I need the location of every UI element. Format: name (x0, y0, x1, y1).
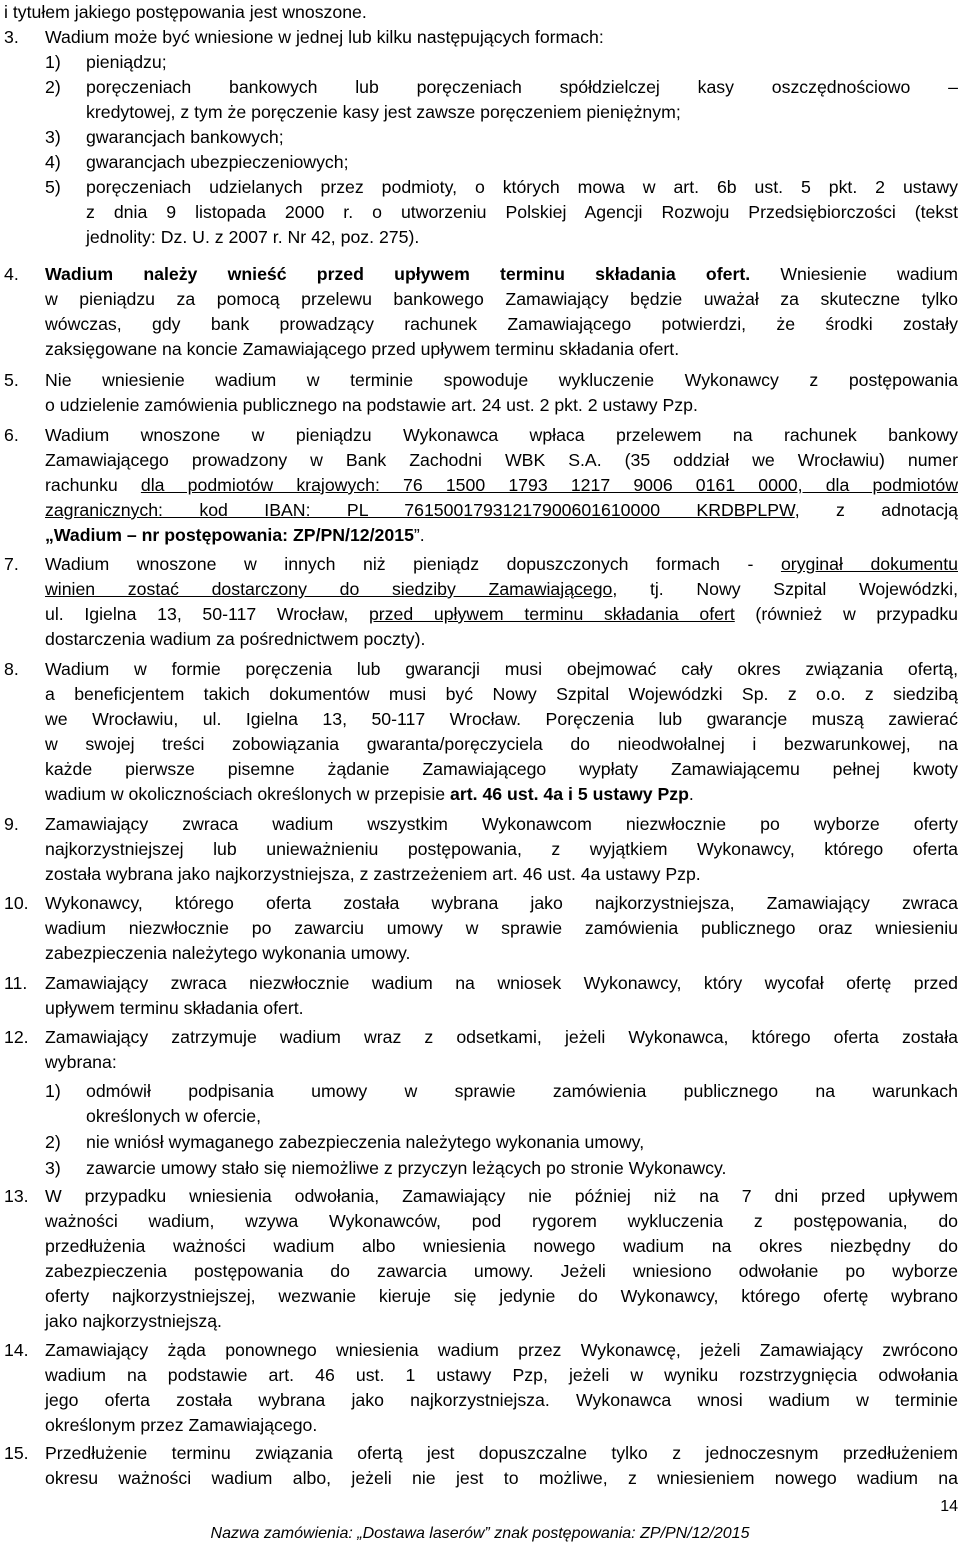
text-line: Wadium wnoszone w innych niż pieniądz dopuszczonych formach - oryginał dokumentu (45, 554, 958, 574)
page-footer: Nazwa zamówienia: „Dostawa laserów” znak postępowania: ZP/PN/12/2015 (210, 1525, 750, 1542)
text-line: i tytułem jakiego postępowania jest wnoszone. (4, 2, 367, 22)
text-line: określonym przez Zamawiającego. (45, 1415, 318, 1435)
text-line: przedłużenia ważności wadium albo wniesienia nowego wadium na okres niezbędny do (45, 1236, 958, 1256)
text-line: okresu ważności wadium albo, jeżeli nie jest to możliwe, z wniesieniem nowego wadium na (45, 1468, 958, 1488)
subitem-number: 2) (45, 77, 61, 97)
subitem-number: 3) (45, 127, 61, 147)
text-line: wadium w okolicznościach określonych w przepisie art. 46 ust. 4a i 5 ustawy Pzp. (45, 784, 694, 804)
text-line: jako najkorzystniejszą. (45, 1311, 222, 1331)
open-quote: „ (45, 525, 54, 545)
text-line: Zamawiający żąda ponownego wniesienia wadium przez Wykonawcę, jeżeli Zamawiający zwrócono (45, 1340, 958, 1360)
text-line: zagranicznych: kod IBAN: PL 76150017931217900601610000 KRDBPLPW, z adnotacją (45, 500, 959, 520)
text-line: zabezpieczenia postępowania do zawarcia umowy. Jeżeli wniesiono odwołanie po wyborze (45, 1261, 958, 1281)
text-line: z dnia 9 listopada 2000 r. o utworzeniu Polskiej Agencji Rozwoju Przedsiębiorczości (tekst (86, 202, 958, 222)
text-line: o udzielenie zamówienia publicznego na podstawie art. 24 ust. 2 pkt. 2 ustawy Pzp. (45, 395, 698, 415)
text-line: odmówił podpisania umowy w sprawie zamówienia publicznego na warunkach (86, 1081, 958, 1101)
text-line: W przypadku wniesienia odwołania, Zamawiający nie później niż na 7 dni przed upływem (45, 1186, 958, 1206)
text-line: „Wadium – nr postępowania: ZP/PN/12/2015”. (45, 525, 425, 545)
text-line: winien zostać dostarczony do siedziby Zamawiającego, tj. Nowy Szpital Wojewódzki, (45, 579, 958, 599)
bold-text: Wadium – nr postępowania: ZP/PN/12/2015 (53, 525, 414, 545)
text-line: jednolity: Dz. U. z 2007 r. Nr 42, poz. 275). (86, 227, 420, 247)
underlined-text: oryginał dokumentu (780, 554, 958, 574)
text-line: wadium na podstawie art. 46 ust. 1 ustawy Pzp, jeżeli w wyniku rozstrzygnięcia odwołania (45, 1365, 958, 1385)
text-line: każde pierwsze pisemne żądanie Zamawiającego wypłaty Zamawiającemu pełnej kwoty (45, 759, 958, 779)
subitem-number: 2) (45, 1132, 61, 1152)
text-line: wybrana: (45, 1052, 117, 1072)
subitem-number: 4) (45, 152, 61, 172)
text-line: upływem terminu składania ofert. (45, 998, 304, 1018)
item-number: 4. (4, 264, 19, 284)
text-line: w pieniądzu za pomocą przelewu bankowego Zamawiający będzie uważał za skuteczne tylko (45, 289, 958, 309)
item-number: 9. (4, 814, 19, 834)
subitem-number: 1) (45, 1081, 61, 1101)
text-line: Zamawiającego prowadzony w Bank Zachodni WBK S.A. (35 oddział we Wrocławiu) numer (45, 450, 958, 470)
item-number: 14. (4, 1340, 29, 1360)
text-line: poręczeniach bankowych lub poręczeniach spółdzielczej kasy oszczędnościowo – (86, 77, 958, 97)
subitem-number: 5) (45, 177, 61, 197)
underlined-text: zagranicznych: kod IBAN: PL 76150017931217900601610000 KRDBPLPW (45, 500, 795, 520)
text-line: gwarancjach ubezpieczeniowych; (86, 152, 349, 172)
text-line: Wadium w formie poręczenia lub gwarancji musi obejmować cały okres związania ofertą, (45, 659, 958, 679)
text-line: ul. Igielna 13, 50-117 Wrocław, przed upływem terminu składania ofert (również w przypadku (45, 604, 958, 624)
bold-text: Wadium należy wnieść przed upływem terminu składania ofert. (45, 264, 751, 284)
subitem-number: 3) (45, 1158, 61, 1178)
item-number: 6. (4, 425, 19, 445)
underlined-text: dla podmiotów krajowych: 76 1500 1793 1217 9006 0161 0000, dla podmiotów (140, 475, 958, 495)
underlined-text: przed upływem terminu składania ofert (368, 604, 735, 624)
text-line: zaksięgowane na koncie Zamawiającego przed upływem terminu składania ofert. (45, 339, 680, 359)
text-line: nie wniósł wymaganego zabezpieczenia należytego wykonania umowy, (86, 1132, 645, 1152)
text-line: oferty najkorzystniejszej, wezwanie kieruje się jedynie do Wykonawcy, którego ofertę wybrano (45, 1286, 958, 1306)
text-line: Zamawiający zwraca niezwłocznie wadium na wniosek Wykonawcy, który wycofał ofertę przed (45, 973, 958, 993)
subitem-number: 1) (45, 52, 61, 72)
text-line: określonych w ofercie, (86, 1106, 261, 1126)
text-line: najkorzystniejszej lub unieważnieniu postępowania, z wyjątkiem Wykonawcy, którego oferta (45, 839, 958, 859)
text-line: zabezpieczenia należytego wykonania umowy. (45, 943, 411, 963)
text-line: wówczas, gdy bank prowadzący rachunek Zamawiającego potwierdzi, że środki zostały (45, 314, 958, 334)
text-line: ważności wadium, wzywa Wykonawców, pod rygorem wykluczenia z postępowania, do (45, 1211, 958, 1231)
text-line: Zamawiający zwraca wadium wszystkim Wykonawcom niezwłocznie po wyborze oferty (45, 814, 958, 834)
item-number: 5. (4, 370, 19, 390)
text-line: a beneficjentem takich dokumentów musi być Nowy Szpital Wojewódzki Sp. z o.o. z siedzibą (45, 684, 958, 704)
text-line: została wybrana jako najkorzystniejsza, z zastrzeżeniem art. 46 ust. 4a ustawy Pzp. (45, 864, 701, 884)
page-number: 14 (940, 1498, 958, 1515)
item-number: 10. (4, 893, 29, 913)
item-number: 7. (4, 554, 19, 574)
bold-text: art. 46 ust. 4a i 5 ustawy Pzp (450, 784, 689, 804)
text-line: dostarczenia wadium za pośrednictwem poczty). (45, 629, 426, 649)
underlined-text: winien zostać dostarczony do siedziby Zamawiającego (45, 579, 613, 599)
text-line: Zamawiający zatrzymuje wadium wraz z odsetkami, jeżeli Wykonawca, którego oferta została (45, 1027, 958, 1047)
text-line: wadium niezwłocznie po zawarciu umowy w sprawie zamówienia publicznego oraz wniesieniu (45, 918, 958, 938)
text-line: kredytowej, z tym że poręczenie kasy jest zawsze poręczeniem pieniężnym; (86, 102, 681, 122)
item-number: 11. (4, 973, 28, 993)
text-line: Wadium należy wnieść przed upływem terminu składania ofert. Wniesienie wadium (45, 264, 958, 284)
text-line: jego oferta została wybrana jako najkorzystniejsza. Wykonawca wnosi wadium w terminie (45, 1390, 958, 1410)
text-line: Wadium wnoszone w pieniądzu Wykonawca wpłaca przelewem na rachunek bankowy (45, 425, 958, 445)
item-number: 8. (4, 659, 19, 679)
item-number: 13. (4, 1186, 29, 1206)
text-line: rachunku dla podmiotów krajowych: 76 1500 1793 1217 9006 0161 0000, dla podmiotów (45, 475, 958, 495)
text-line: Wykonawcy, którego oferta została wybrana jako najkorzystniejsza, Zamawiający zwraca (45, 893, 958, 913)
text-line: we Wrocławiu, ul. Igielna 13, 50-117 Wrocław. Poręczenia lub gwarancje muszą zawierać (45, 709, 958, 729)
text-line: pieniądzu; (86, 52, 167, 72)
text-line: w swojej treści zobowiązania gwaranta/poręczyciela do nieodwołalnej i bezwarunkowej, na (45, 734, 958, 754)
text-line: Przedłużenie terminu związania ofertą jest dopuszczalne tylko z jednoczesnym przedłużeniem (45, 1443, 958, 1463)
item-number: 12. (4, 1027, 29, 1047)
item-number: 15. (4, 1443, 29, 1463)
text-line: poręczeniach udzielanych przez podmioty, o których mowa w art. 6b ust. 5 pkt. 2 ustawy (86, 177, 958, 197)
text-line: Nie wniesienie wadium w terminie spowoduje wykluczenie Wykonawcy z postępowania (45, 370, 958, 390)
text-line: Wadium może być wniesione w jednej lub kilku następujących formach: (45, 27, 604, 47)
text-line: gwarancjach bankowych; (86, 127, 284, 147)
item-number: 3. (4, 27, 19, 47)
text-line: zawarcie umowy stało się niemożliwe z przyczyn leżących po stronie Wykonawcy. (86, 1158, 727, 1178)
